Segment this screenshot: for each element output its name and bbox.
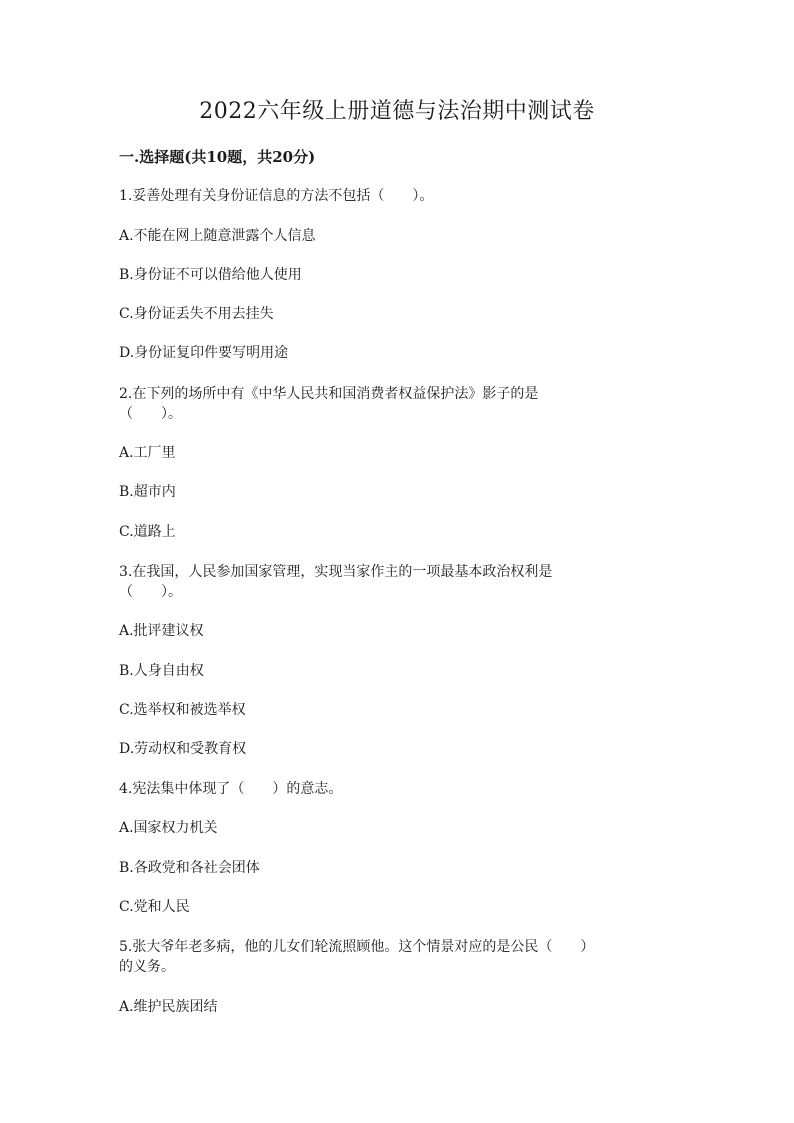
question-2-option-c: C.道路上 — [119, 524, 176, 540]
question-5-stem-line-2: 的义务。 — [119, 959, 175, 975]
question-2-option-b: B.超市内 — [119, 484, 176, 500]
question-2-option-a: A.工厂里 — [119, 445, 176, 461]
question-5-option-a: A.维护民族团结 — [119, 999, 218, 1015]
question-1-stem: 1.妥善处理有关身份证信息的方法不包括（ ）。 — [119, 188, 434, 204]
question-3-option-b: B.人身自由权 — [119, 663, 204, 679]
question-4-option-b: B.各政党和各社会团体 — [119, 860, 260, 876]
question-2-stem-line-1: 2.在下列的场所中有《中华人民共和国消费者权益保护法》影子的是 — [119, 386, 539, 402]
question-3-stem-line-2: （ ）。 — [119, 584, 182, 600]
question-3-option-d: D.劳动权和受教育权 — [119, 741, 247, 757]
question-3-option-c: C.选举权和被选举权 — [119, 702, 246, 718]
question-4-option-c: C.党和人民 — [119, 899, 190, 915]
question-1-option-b: B.身份证不可以借给他人使用 — [119, 267, 302, 283]
question-3-option-a: A.批评建议权 — [119, 623, 204, 639]
question-4-option-a: A.国家权力机关 — [119, 820, 218, 836]
question-1-option-a: A.不能在网上随意泄露个人信息 — [119, 228, 316, 244]
question-3-stem-line-1: 3.在我国，人民参加国家管理，实现当家作主的一项最基本政治权利是 — [119, 564, 553, 580]
question-1-option-c: C.身份证丢失不用去挂失 — [119, 306, 274, 322]
question-1-option-d: D.身份证复印件要写明用途 — [119, 345, 289, 361]
question-2-stem-line-2: （ ）。 — [119, 406, 182, 422]
section-heading: 一.选择题(共10题，共20分) — [119, 148, 316, 166]
question-4-stem: 4.宪法集中体现了（ ）的意志。 — [119, 781, 343, 797]
question-5-stem-line-1: 5.张大爷年老多病，他的儿女们轮流照顾他。这个情景对应的是公民（ ） — [119, 939, 595, 955]
page-title: 2022六年级上册道德与法治期中测试卷 — [199, 99, 595, 124]
